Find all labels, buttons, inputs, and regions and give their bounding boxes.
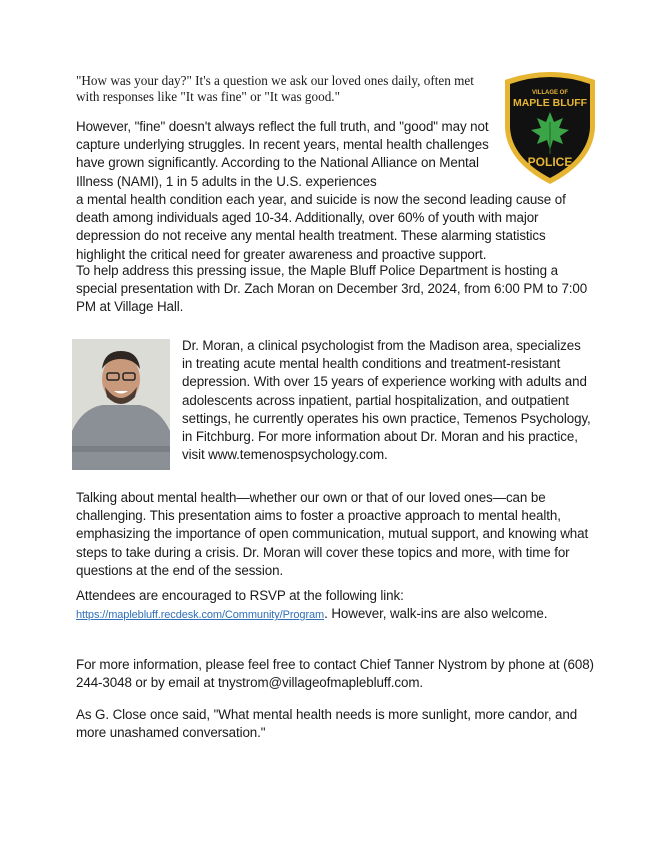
quote-paragraph: As G. Close once said, "What mental health needs is more sunlight, more candor, and more unashamed conversation." bbox=[76, 707, 578, 741]
stats-paragraph-a: However, "fine" doesn't always reflect the full truth, and "good" may not capture underlying struggles. In recent years, mental health challenges have grown significantly. According to the National Alliance on Mental Illness (NAMI), 1 in 5 adults in the U.S. experiences bbox=[76, 119, 489, 189]
stats-paragraph-b: a mental health condition each year, and suicide is now the second leading cause of death among individuals aged 10-34. Additionally, over 60% of youth with major depression do not receive any mental health treatment. These alarming statistics highlight the critical need for greater awareness and proactive support. bbox=[76, 192, 566, 262]
intro-paragraph: "How was your day?" It's a question we ask our loved ones daily, often met with responses like "It was fine" or "It was good." bbox=[76, 73, 474, 104]
speaker-bio-paragraph: Dr. Moran, a clinical psychologist from the Madison area, specializes in treating acute mental health conditions and treatment-resistant depression. With over 15 years of experience working with adults and adolescents across inpatient, partial hospitalization, and outpatient settings, he currently operates his own practice, Temenos Psychology, in Fitchburg. For more information about Dr. Moran and his practice, visit www.temenospsychology.com. bbox=[182, 338, 591, 463]
svg-text:POLICE: POLICE bbox=[527, 155, 573, 169]
rsvp-link[interactable]: https://maplebluff.recdesk.com/Community/Program bbox=[76, 609, 325, 622]
rsvp-paragraph bbox=[76, 587, 596, 624]
event-paragraph: To help address this pressing issue, the Maple Bluff Police Department is hosting a special presentation with Dr. Zach Moran on December 3rd, 2024, from 6:00 PM to 7:00 PM at Village Hall. bbox=[76, 263, 588, 315]
police-badge-logo bbox=[497, 66, 603, 186]
contact-paragraph: For more information, please feel free to contact Chief Tanner Nystrom by phone at (608) 244-3048 or by email at tnystrom@villageofmaplebluff.com. bbox=[76, 657, 594, 691]
logo-top-text: VILLAGE OF bbox=[532, 90, 568, 96]
rsvp-prefix: Attendees are encouraged to RSVP at the following link: bbox=[76, 588, 404, 603]
speaker-photo bbox=[72, 339, 170, 470]
purpose-paragraph: Talking about mental health—whether our own or that of our loved ones—can be challenging. This presentation aims to foster a proactive approach to mental health, emphasizing the importance of open communication, mutual support, and knowing what steps to take during a crisis. Dr. Moran will cover these topics and more, with time for questions at the end of the session. bbox=[76, 490, 589, 578]
rsvp-suffix: . However, walk-ins are also welcome. bbox=[324, 606, 548, 622]
svg-text:MAPLE BLUFF: MAPLE BLUFF bbox=[512, 97, 588, 109]
shield-icon bbox=[497, 66, 603, 186]
